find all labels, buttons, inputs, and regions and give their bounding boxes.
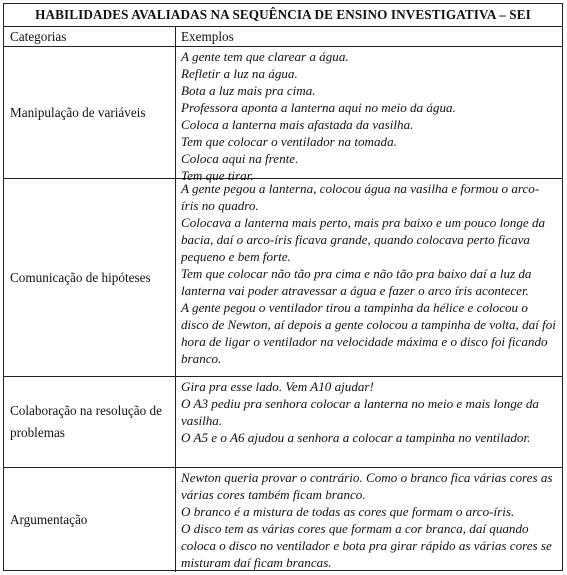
table-row xyxy=(4,377,562,468)
examples-cell xyxy=(176,179,562,377)
example-text: A gente tem que clarear a água. xyxy=(181,49,349,64)
examples-cell xyxy=(176,468,562,572)
category-cell: Argumentação xyxy=(4,468,176,572)
skills-table xyxy=(3,3,563,571)
table-row xyxy=(4,47,562,183)
example-text: Gira pra esse lado. Vem A10 ajudar! xyxy=(181,379,374,394)
examples-cell xyxy=(176,47,562,183)
examples-cell xyxy=(176,377,562,468)
example-text: Coloca a lanterna mais afastada da vasilha. xyxy=(181,117,414,132)
example-text: Professora aponta a lanterna aqui no meio da água. xyxy=(181,100,456,115)
table-header-row xyxy=(4,27,562,47)
example-text: A gente pegou a lanterna, colocou água na vasilha e formou o arco-íris no quadro. xyxy=(181,181,540,213)
example-text: O disco tem as várias cores que formam a cor branca, daí quando coloca o disco no ventilador e bota pra girar rápido as várias cores se misturam daí ficam brancas. xyxy=(181,521,552,570)
header-examples: Exemplos xyxy=(176,27,562,47)
category-cell: Colaboração na resolução de problemas xyxy=(4,377,176,468)
table-row xyxy=(4,468,562,572)
header-categories: Categorias xyxy=(4,27,176,47)
example-text: Tem que tirar. xyxy=(181,168,254,183)
example-text: O branco é a mistura de todas as cores que formam o arco-íris. xyxy=(181,504,515,519)
category-cell: Comunicação de hipóteses xyxy=(4,179,176,377)
example-text: Bota a luz mais pra cima. xyxy=(181,83,316,98)
example-text: O A3 pediu pra senhora colocar a lanterna no meio e mais longe da vasilha. xyxy=(181,396,539,428)
example-text: Coloca aqui na frente. xyxy=(181,151,299,166)
table-row xyxy=(4,179,562,377)
table-title: HABILIDADES AVALIADAS NA SEQUÊNCIA DE ENSINO INVESTIGATIVA – SEI xyxy=(4,4,562,27)
example-text: A gente pegou o ventilador tirou a tampinha da hélice e colocou o disco de Newton, aí depois a gente colocou a tampinha de volta, daí foi hora de ligar o ventilador na velocidade máxima e o disco foi ficando branco. xyxy=(181,300,556,366)
example-text: Tem que colocar o ventilador na tomada. xyxy=(181,134,397,149)
example-text: Tem que colocar não tão pra cima e não tão pra baixo daí a luz da lanterna vai poder atravessar a água e fazer o arco íris acontecer. xyxy=(181,266,532,298)
category-cell: Manipulação de variáveis xyxy=(4,47,176,179)
example-text: Newton queria provar o contrário. Como o branco fica várias cores as várias cores também ficam branco. xyxy=(181,470,553,502)
example-text: O A5 e o A6 ajudou a senhora a colocar a tampinha no ventilador. xyxy=(181,430,531,445)
example-text: Refletir a luz na água. xyxy=(181,66,298,81)
example-text: Colocava a lanterna mais perto, mais pra baixo e um pouco longe da bacia, daí o arco-íris ficava grande, quando colocava perto ficava pequeno e bem forte. xyxy=(181,215,546,264)
